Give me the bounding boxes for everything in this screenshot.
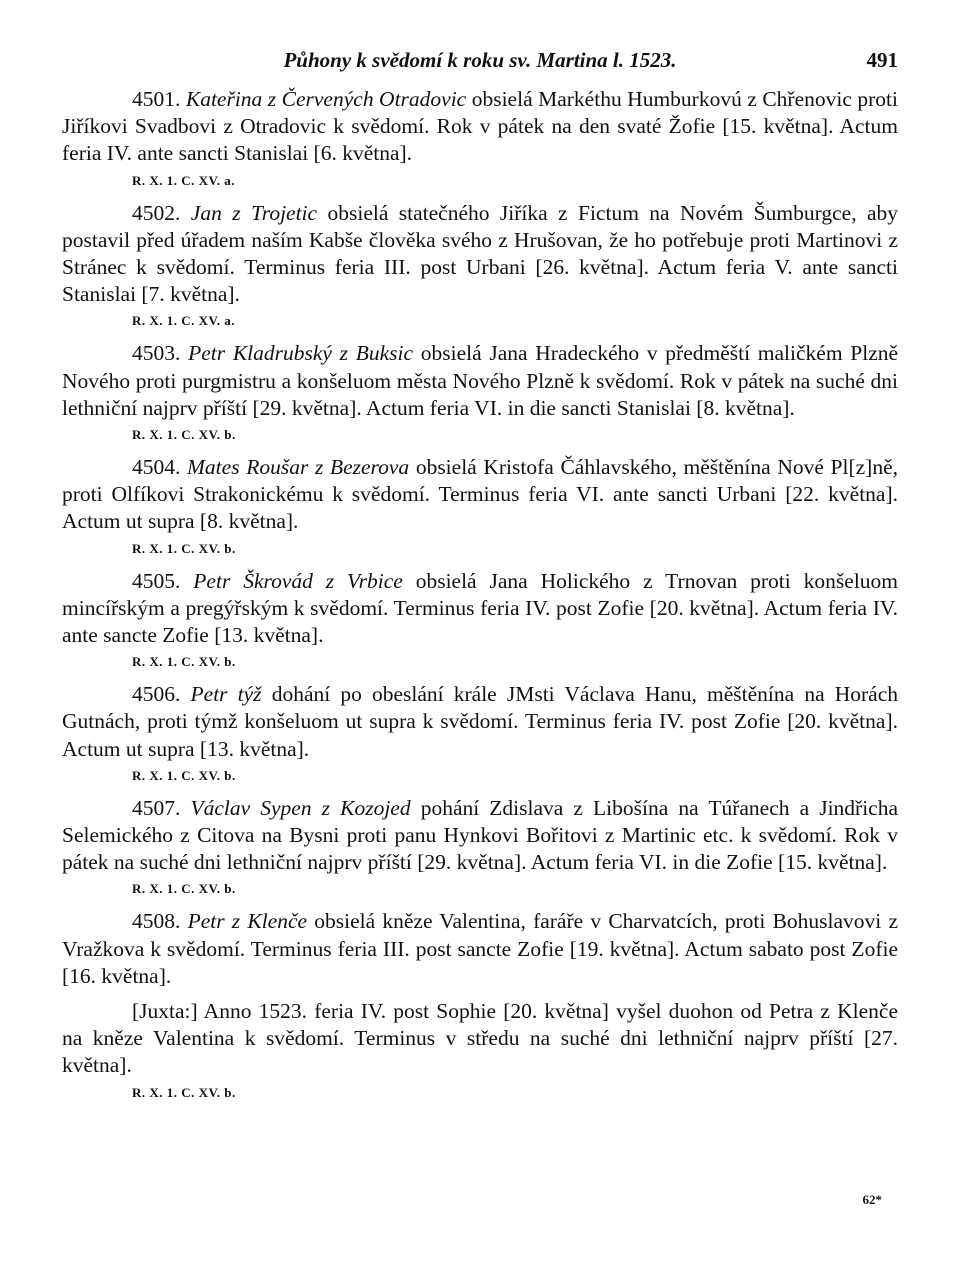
entry-number: 4504. [132, 455, 181, 480]
entry-paragraph [62, 795, 898, 877]
entry-person-name: Kateřina z Červených Otradovic [185, 87, 467, 111]
entry-body: obsielá Kristofa Čáhlavského, měštěnína Nové Pl[z]ně, proti Olfíkovi Strakonickému k svědomí. Terminus feria VI. ante sancti Urbani [22. května]. Actum ut supra [8. května]. [62, 455, 898, 534]
entry-source-reference: R. X. 1. C. XV. b. [132, 1084, 236, 1100]
entry-person-name: Petr Kladrubský z Buksic [188, 341, 414, 366]
entry-source-reference: R. X. 1. C. XV. b. [132, 767, 236, 783]
running-title: Půhony k svědomí k roku sv. Martina l. 1523. [283, 48, 677, 72]
entry-source-reference: R. X. 1. C. XV. b. [132, 881, 236, 897]
entry-paragraph [62, 908, 898, 990]
entry-person-name: Petr týž [190, 682, 262, 707]
entry [62, 998, 898, 1102]
entry [62, 340, 898, 444]
entry [62, 908, 898, 998]
printer-signature: 62* [862, 1192, 882, 1207]
entry-body: pohání Zdislava z Libošína na Túřanech a Jindřicha Selemického z Citova na Bysni proti panu Hynkovi Bořitovi z Martinic etc. k svědomí. Rok v pátek na suché dni lethniční najprv příští [29. května]. Actum feria VI. in die Zofie [15. května]. [62, 795, 899, 875]
entry [62, 200, 898, 331]
entry-body: [Juxta:] Anno 1523. feria IV. post Sophie [20. května] vyšel duohon od Petra z Klenče na kněze Valentina k svědomí. Terminus v středu na suché dni lethniční najprv příští [27. května]. [62, 999, 898, 1078]
entry-paragraph [62, 340, 898, 422]
entry-spacer [62, 990, 898, 998]
entry-source-reference: R. X. 1. C. XV. a. [132, 313, 236, 329]
entry-body: obsielá kněze Valentina, faráře v Charvatcích, proti Bohuslavovi z Vražkova k svědomí. Terminus feria III. post sancte Zofie [19. května]. Actum sabato post Zofie [16. května]. [62, 909, 899, 988]
entry-person-name: Petr Škrovád z Vrbice [193, 568, 403, 593]
entry-person-name: Mates Roušar z Bezerova [187, 455, 410, 480]
entries-list [62, 86, 898, 1112]
entry-person-name: Václav Sypen z Kozojed [190, 795, 411, 820]
entry-paragraph [62, 681, 898, 763]
entry-body: obsielá Jana Holického z Trnovan proti konšeluom mincířským a pregýřským k svědomí. Terminus feria IV. post Zofie [20. května]. Actum feria IV. ante sancte Zofie [13. května]. [62, 568, 899, 648]
entry-number: 4503. [132, 341, 181, 366]
entry-number: 4502. [132, 200, 181, 225]
entry [62, 86, 898, 190]
entry-number: 4501. [132, 87, 181, 111]
entry [62, 454, 898, 558]
page-number: 491 [866, 48, 898, 72]
entry-paragraph [62, 86, 898, 168]
entry-body: obsielá Jana Hradeckého v předměští maličkém Plzně Nového proti purgmistru a konšeluom města Nového Plzně k svědomí. Rok v pátek na suché dni lethniční najprv příští [29. května]. Actum feria VI. in die sancti Stanislai [8. května]. [62, 341, 899, 420]
entry-source-reference: R. X. 1. C. XV. a. [132, 172, 236, 188]
entry-paragraph [62, 998, 898, 1080]
entry [62, 795, 898, 899]
entry [62, 681, 898, 785]
entry-source-reference: R. X. 1. C. XV. b. [132, 654, 236, 670]
entry-body: obsielá statečného Jiříka z Fictum na Novém Šumburgce, aby postavil před úřadem naším Kabše člověka svého z Hrušovan, že ho potřebuje proti Martinovi z Stránec k svědomí. Terminus feria III. post Urbani [26. května]. Actum feria V. ante sancti Stanislai [7. května]. [62, 200, 899, 307]
entry-source-reference: R. X. 1. C. XV. b. [132, 540, 236, 556]
entry-source-reference: R. X. 1. C. XV. b. [132, 427, 236, 443]
entry-number: 4508. [132, 909, 181, 934]
entry-paragraph [62, 454, 898, 536]
entry-body: obsielá Markéthu Humburkovú z Chřenovic proti Jiříkovi Svadbovi z Otradovic k svědomí. Rok v pátek na den svaté Žofie [15. května]. Actum feria IV. ante sancti Stanislai [6. května]. [62, 87, 898, 166]
entry-number: 4506. [132, 682, 181, 707]
entry-paragraph [62, 568, 898, 650]
entry-person-name: Jan z Trojetic [190, 200, 318, 225]
entry-number: 4507. [132, 795, 181, 820]
page-header [62, 42, 898, 78]
entry-body: dohání po obeslání krále JMsti Václava Hanu, měštěnína na Horách Gutnách, proti týmž konšeluom ut supra k svědomí. Terminus feria IV. post Zofie [20. května]. Actum ut supra [13. května]. [62, 682, 899, 761]
entry-person-name: Petr z Klenče [187, 909, 308, 934]
entry-paragraph [62, 200, 898, 309]
entry [62, 568, 898, 672]
entry-number: 4505. [132, 568, 181, 593]
